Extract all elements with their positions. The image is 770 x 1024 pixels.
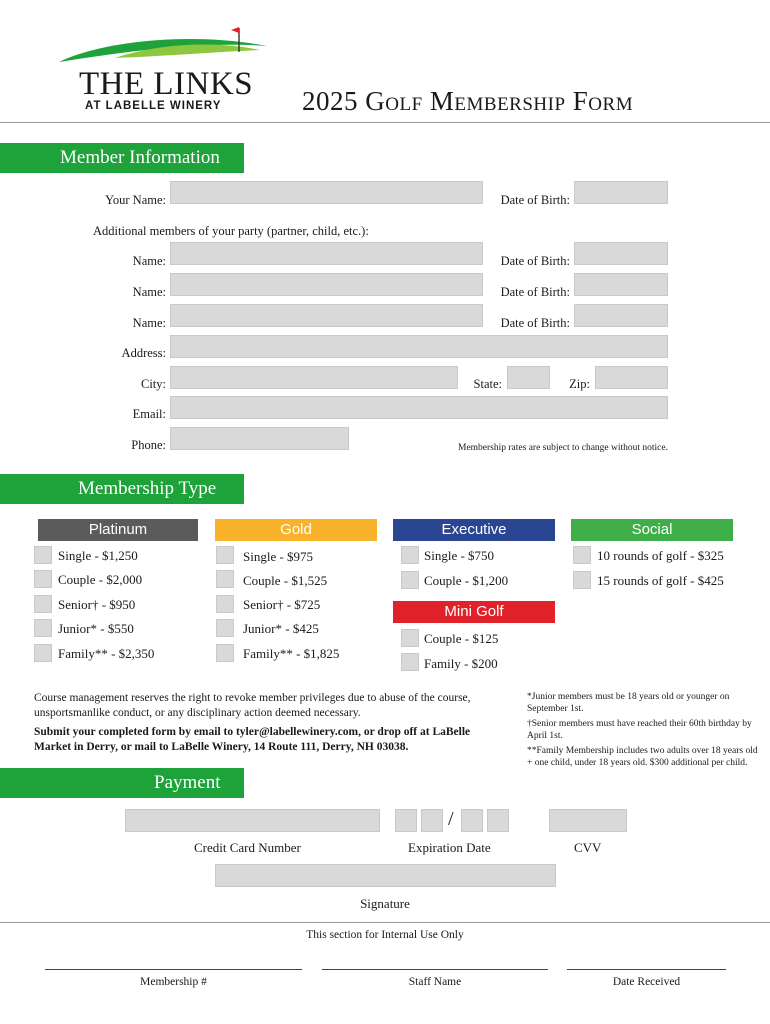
logo-subtitle: AT LABELLE WINERY xyxy=(85,100,222,112)
option-gold-single: Single - $975 xyxy=(243,549,314,564)
dob-label-main: Date of Birth: xyxy=(500,193,570,207)
submit-note: Submit your completed form by email to tyler@labellewinery.com, or drop off at LaBelle Market in Derry, or mail to LaBelle Winery, 14 Route 111, Derry, NH 03038. xyxy=(34,726,471,753)
phone-field[interactable] xyxy=(170,427,349,450)
checkbox-executive-couple[interactable] xyxy=(401,571,419,589)
tier-mini-golf: Mini Golf xyxy=(393,601,555,623)
option-social-10: 10 rounds of golf - $325 xyxy=(597,548,724,563)
option-gold-junior: Junior* - $425 xyxy=(243,621,319,636)
option-gold-senior: Senior† - $725 xyxy=(243,597,321,612)
option-platinum-junior: Junior* - $550 xyxy=(58,621,134,636)
option-mini-golf-couple: Couple - $125 xyxy=(424,631,499,646)
phone-label: Phone: xyxy=(131,438,166,452)
checkbox-social-15[interactable] xyxy=(573,571,591,589)
member-info-banner xyxy=(0,143,244,173)
staff-name-label: Staff Name xyxy=(408,976,462,988)
checkbox-platinum-junior[interactable] xyxy=(34,619,52,637)
address-field[interactable] xyxy=(170,335,668,358)
option-social-15: 15 rounds of golf - $425 xyxy=(597,573,724,588)
option-platinum-family: Family** - $2,350 xyxy=(58,646,155,661)
cvv-field[interactable] xyxy=(549,809,627,832)
date-received-label: Date Received xyxy=(612,976,681,988)
option-executive-single: Single - $750 xyxy=(424,548,495,563)
option-gold-family: Family** - $1,825 xyxy=(243,646,340,661)
page-title: 2025 Golf Membership Form xyxy=(302,86,634,116)
checkbox-gold-family[interactable] xyxy=(216,644,234,662)
checkbox-gold-senior[interactable] xyxy=(216,595,234,613)
your-name-label: Your Name: xyxy=(105,193,166,207)
internal-divider xyxy=(0,922,770,923)
tier-gold: Gold xyxy=(215,519,377,541)
dob-field-1[interactable] xyxy=(574,242,668,265)
checkbox-platinum-family[interactable] xyxy=(34,644,52,662)
name-field-3[interactable] xyxy=(170,304,483,327)
checkbox-platinum-single[interactable] xyxy=(34,546,52,564)
option-gold-couple: Couple - $1,525 xyxy=(243,573,328,588)
city-field[interactable] xyxy=(170,366,458,389)
member-info-heading: Member Information xyxy=(60,147,220,168)
internal-title: This section for Internal Use Only xyxy=(306,929,464,941)
senior-footnote: †Senior members must have reached their 60th birthday by April 1st. xyxy=(527,719,752,741)
signature-label: Signature xyxy=(360,896,410,911)
dob-field-main[interactable] xyxy=(574,181,668,204)
family-footnote: **Family Membership includes two adults over 18 years old + one child, under 18 years old. $300 additional per child. xyxy=(527,746,758,768)
exp-month-box-2[interactable] xyxy=(421,809,443,832)
additional-members-label: Additional members of your party (partner, child, etc.): xyxy=(93,224,369,238)
membership-type-banner xyxy=(0,474,244,504)
dob-field-2[interactable] xyxy=(574,273,668,296)
dob-label-1: Date of Birth: xyxy=(500,254,570,268)
payment-heading: Payment xyxy=(154,772,221,793)
logo-title: THE LINKS xyxy=(79,66,254,102)
checkbox-gold-single[interactable] xyxy=(216,546,234,564)
tier-platinum: Platinum xyxy=(38,519,198,541)
checkbox-platinum-senior[interactable] xyxy=(34,595,52,613)
checkbox-executive-single[interactable] xyxy=(401,546,419,564)
option-platinum-couple: Couple - $2,000 xyxy=(58,572,143,587)
email-label: Email: xyxy=(132,407,166,421)
checkbox-mini-golf-family[interactable] xyxy=(401,653,419,671)
exp-year-box-2[interactable] xyxy=(487,809,509,832)
rates-note: Membership rates are subject to change without notice. xyxy=(458,443,668,453)
option-platinum-senior: Senior† - $950 xyxy=(58,597,136,612)
expiration-label: Expiration Date xyxy=(408,840,491,855)
membership-no-line xyxy=(45,969,302,970)
email-field[interactable] xyxy=(170,396,668,419)
state-field[interactable] xyxy=(507,366,550,389)
cvv-label: CVV xyxy=(574,840,602,855)
option-platinum-single: Single - $1,250 xyxy=(58,548,138,563)
name-field-2[interactable] xyxy=(170,273,483,296)
your-name-field[interactable] xyxy=(170,181,483,204)
dob-label-3: Date of Birth: xyxy=(500,316,570,330)
date-received-line xyxy=(567,969,726,970)
dob-field-3[interactable] xyxy=(574,304,668,327)
revoke-note: Course management reserves the right to revoke member privileges due to abuse of the course, unsportsmanlike conduct, or any disciplinary action deemed necessary. xyxy=(34,692,471,719)
zip-label: Zip: xyxy=(569,377,590,391)
junior-footnote: *Junior members must be 18 years old or younger on September 1st. xyxy=(527,692,730,714)
tier-social: Social xyxy=(571,519,733,541)
membership-no-label: Membership # xyxy=(140,976,207,988)
name-label-1: Name: xyxy=(132,254,166,268)
option-mini-golf-family: Family - $200 xyxy=(424,656,498,671)
membership-type-heading: Membership Type xyxy=(78,478,217,499)
state-label: State: xyxy=(473,377,502,391)
checkbox-mini-golf-couple[interactable] xyxy=(401,629,419,647)
logo xyxy=(55,22,270,117)
exp-year-box-1[interactable] xyxy=(461,809,483,832)
credit-card-label: Credit Card Number xyxy=(194,840,301,855)
credit-card-field[interactable] xyxy=(125,809,380,832)
name-field-1[interactable] xyxy=(170,242,483,265)
checkbox-social-10[interactable] xyxy=(573,546,591,564)
name-label-2: Name: xyxy=(132,285,166,299)
signature-field[interactable] xyxy=(215,864,556,887)
staff-name-line xyxy=(322,969,548,970)
payment-banner xyxy=(0,768,244,798)
name-label-3: Name: xyxy=(132,316,166,330)
dob-label-2: Date of Birth: xyxy=(500,285,570,299)
exp-slash: / xyxy=(448,808,454,830)
city-label: City: xyxy=(140,377,166,391)
tier-executive: Executive xyxy=(393,519,555,541)
zip-field[interactable] xyxy=(595,366,668,389)
option-executive-couple: Couple - $1,200 xyxy=(424,573,509,588)
checkbox-platinum-couple[interactable] xyxy=(34,570,52,588)
checkbox-gold-junior[interactable] xyxy=(216,619,234,637)
header-divider xyxy=(0,122,770,123)
checkbox-gold-couple[interactable] xyxy=(216,570,234,588)
exp-month-box-1[interactable] xyxy=(395,809,417,832)
address-label: Address: xyxy=(121,346,166,360)
